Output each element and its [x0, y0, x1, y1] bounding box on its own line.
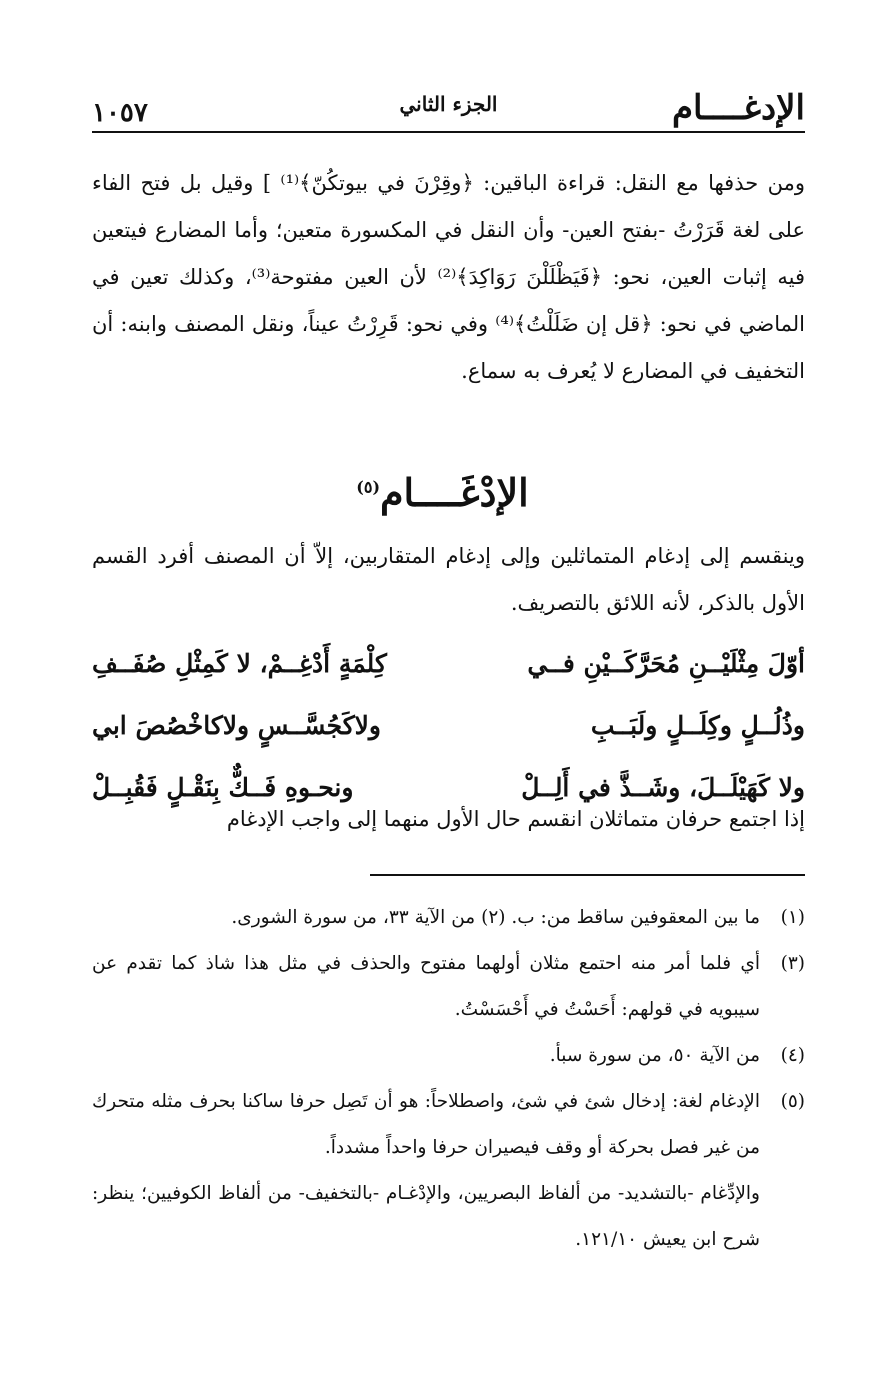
footnote-text: الإدغام لغة: إدخال شئ في شئ، واصطلاحاً: هو أن تَصِل حرفا ساكنا بحرف مثله متحرك من غير فصل بحركة أو وقف فيصيران حرفا واحداً مشدداً. [92, 1091, 760, 1158]
footnote-text: من الآية ٥٠، من سورة سبأ. [549, 1045, 760, 1066]
section-heading [0, 470, 885, 515]
footnote-number: (٥) [780, 1091, 805, 1112]
running-title: الإدغــــام [671, 88, 805, 128]
verse-line [92, 694, 805, 756]
footnotes [92, 895, 805, 1263]
paragraph-3: إذا اجتمع حرفان متماثلان انقسم حال الأول منهما إلى واجب الإدغام [226, 807, 805, 831]
footnote-continuation: والإدِّغام -بالتشديد- من ألفاظ البصريين، والإدْغـام -بالتخفيف- من ألفاظ الكوفيين؛ ينظر: شرح ابن يعيش ١٢١/١٠. [92, 1183, 760, 1250]
section-footnote-mark: (٥) [356, 477, 381, 497]
paragraph-1: ومن حذفها مع النقل: قراءة الباقين: ﴿وقِرْنَ في بيوتكُنّ﴾⁽¹⁾ ] وقيل بل فتح الفاء على لغة قَرَرْتُ -بفتح العين- وأن النقل في المكسورة متعين؛ وأما المضارع فيتعين فيه إثبات العين، نحو: ﴿فَيَظْلَلْنَ رَوَاكِدَ﴾⁽²⁾ لأن العين مفتوحة⁽³⁾، وكذلك تعين في الماضي في نحو: ﴿قل إن ضَلَلْتُ﴾⁽⁴⁾ وفي نحو: قَرِرْتُ عيناً، ونقل المصنف وابنه: أن التخفيف في المضارع لا يُعرف به سماع. [92, 171, 805, 383]
verse-first-hemistich: وذُلُــلٍ وكِلَــلٍ ولَبَــبِ [590, 710, 805, 740]
section-heading-text: الإدْغَــــام [380, 470, 529, 515]
footnote-text: ما بين المعقوفين ساقط من: ب. (٢) من الآية ٣٣، من سورة الشورى. [231, 907, 760, 928]
page-number: ١٠٥٧ [92, 98, 148, 128]
verse-second-hemistich: ولاكَجُسَّــسٍ ولاكاخْصُصَ ابي [92, 710, 381, 740]
header-divider [92, 131, 805, 133]
page-header [92, 82, 805, 128]
footnote [92, 1079, 805, 1171]
footnote-text: أي فلما أمر منه احتمع مثلان أولهما مفتوح والحذف في مثل هذا شاذ كما تقدم عن سيبويه في قولهم: أَحَسْتُ في أَحْسَسْتُ. [92, 953, 760, 1020]
verse-first-hemistich: ولا كَهَيْلَــلَ، وشَــذَّ في أَلِــلْ [521, 772, 805, 802]
footnote [92, 941, 805, 1033]
footnote-divider [370, 874, 805, 876]
footnote [92, 1033, 805, 1079]
footnote-number: (٤) [780, 1045, 805, 1066]
verse-second-hemistich: ونحـوهِ فَــكٌّ بِنَقْـلٍ فَقُبِــلْ [92, 772, 354, 802]
verse-second-hemistich: كِلْمَةٍ أَدْغِــمْ، لا كَمِثْلِ صُفَــفِ [92, 648, 387, 678]
footnote [92, 895, 805, 941]
footnote-number: (٣) [780, 953, 805, 974]
verse-first-hemistich: أوّلَ مِثْلَيْــنِ مُحَرَّكَــيْنِ فــي [527, 648, 805, 678]
footnote-number: (١) [780, 907, 805, 928]
part-label: الجزء الثاني [399, 92, 498, 116]
paragraph-2: وينقسم إلى إدغام المتماثلين وإلى إدغام المتقاربين، إلاّ أن المصنف أفرد القسم الأول بالذكر، لأنه اللائق بالتصريف. [92, 544, 805, 615]
verse-line [92, 632, 805, 694]
poem-verses [92, 632, 805, 818]
